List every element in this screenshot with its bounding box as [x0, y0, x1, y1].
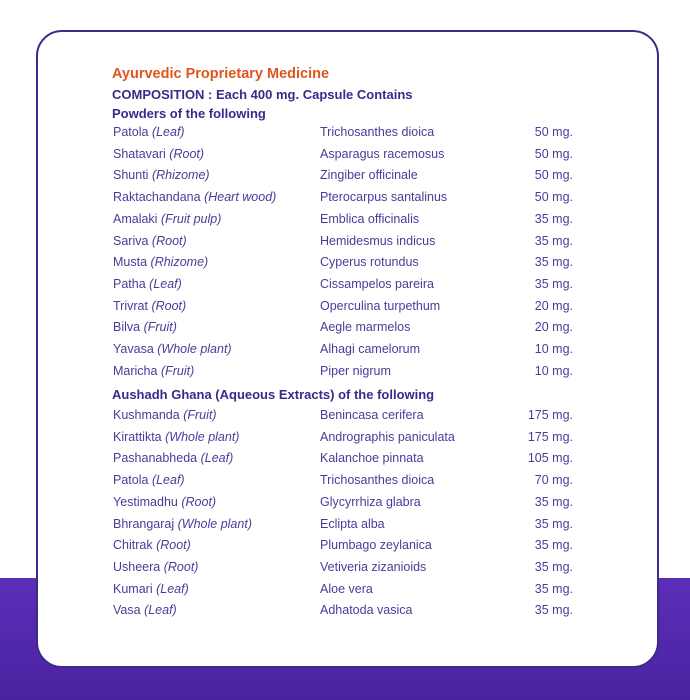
ingredient-name [113, 430, 239, 444]
ingredient-name [113, 147, 204, 161]
ingredient-name [113, 473, 185, 487]
ingredient-part: (Root) [156, 538, 191, 553]
ingredient-name [113, 190, 276, 204]
preservatives-line [117, 628, 452, 642]
ingredient-name [113, 125, 185, 139]
ingredient-name [113, 342, 232, 356]
ingredient-part: (Leaf) [149, 276, 182, 291]
ingredient-name-text: Shatavari [113, 146, 166, 161]
quantity: 35 mg. [534, 255, 573, 270]
ingredient-name [113, 495, 216, 509]
ingredient-name-text: Vasa [113, 603, 141, 618]
quantity: 35 mg. [534, 233, 573, 248]
quantity: 35 mg. [534, 211, 573, 226]
ingredient-name [113, 212, 221, 226]
preservatives-label: Preservatives : [117, 628, 206, 642]
quantity: 175 mg. [527, 408, 573, 422]
botanical-name: Kalanchoe pinnata [320, 451, 424, 466]
ingredient-name [113, 255, 208, 269]
botanical-name: Cissampelos pareira [320, 276, 434, 291]
quantity: 20 mg. [534, 298, 573, 313]
ingredient-name-text: Trivrat [113, 298, 148, 313]
botanical-name: Eclipta alba [320, 516, 385, 531]
ingredient-part: (Root) [163, 559, 199, 574]
ingredient-name [113, 364, 194, 378]
quantity: 10 mg. [534, 363, 573, 378]
ingredient-row [0, 408, 690, 426]
ingredient-name-text: Usheera [113, 559, 161, 574]
ingredient-row [0, 125, 690, 143]
botanical-name: Trichosanthes dioica [320, 473, 435, 488]
ingredient-name-text: Kushmanda [113, 408, 180, 422]
section-2-title: Aushadh Ghana (Aqueous Extracts) of the following [112, 387, 435, 402]
botanical-name: Vetiveria zizanioids [320, 559, 427, 574]
ingredient-name-text: Raktachandana [113, 190, 201, 205]
botanical-name: Andrographis paniculata [320, 429, 455, 444]
ingredient-name [113, 560, 198, 574]
ingredient-part: (Leaf) [200, 451, 234, 466]
quantity: 10 mg. [534, 342, 573, 356]
ingredient-name-text: Kirattikta [113, 429, 162, 444]
ingredient-row [0, 560, 690, 578]
ingredient-name-text: Musta [113, 255, 148, 270]
botanical-name: Emblica officinalis [320, 211, 420, 226]
ingredient-part: (Heart wood) [204, 190, 277, 205]
ingredient-row [0, 495, 690, 513]
botanical-name: Operculina turpethum [320, 298, 441, 313]
ingredient-row [0, 430, 690, 448]
preservatives-text: Methyl Paraben Sodium, Sodium Benzoate. [205, 628, 452, 642]
ingredient-row [0, 364, 690, 382]
ingredient-part: (Leaf) [144, 603, 177, 618]
ingredient-part: (Fruit) [160, 363, 195, 378]
quantity: 35 mg. [534, 276, 573, 291]
ingredient-name [113, 320, 177, 334]
botanical-name: Asparagus racemosus [320, 146, 445, 161]
ingredient-name-text: Patha [113, 276, 146, 291]
ingredient-name [113, 408, 217, 422]
ingredient-part: (Fruit) [143, 320, 177, 335]
quantity: 50 mg. [534, 125, 573, 139]
botanical-name: Benincasa cerifera [320, 408, 424, 422]
ingredient-name [113, 168, 210, 182]
ingredient-name-text: Yavasa [113, 342, 154, 356]
ingredient-row [0, 190, 690, 208]
ingredient-row [0, 147, 690, 165]
quantity: 175 mg. [527, 429, 573, 444]
ingredient-row [0, 168, 690, 186]
ingredient-row [0, 212, 690, 230]
ingredient-name-text: Pashanabheda [113, 451, 198, 466]
ingredient-row [0, 234, 690, 252]
botanical-name: Adhatoda vasica [320, 603, 413, 618]
botanical-name: Alhagi camelorum [320, 342, 421, 356]
ingredient-part: (Root) [169, 146, 205, 161]
botanical-name: Piper nigrum [320, 363, 391, 378]
ingredient-row [0, 603, 690, 621]
ingredient-name-text: Sariva [113, 233, 149, 248]
ingredient-name [113, 451, 233, 465]
ingredient-part: (Whole plant) [157, 342, 232, 356]
ingredient-row [0, 582, 690, 600]
ingredient-row [0, 277, 690, 295]
ingredient-name-text: Bhrangaraj [113, 516, 175, 531]
section-1-title: Powders of the following [112, 106, 266, 121]
botanical-name: Aegle marmelos [320, 320, 411, 335]
ingredient-name-text: Amalaki [113, 211, 158, 226]
quantity: 35 mg. [534, 494, 573, 509]
ingredient-row [0, 320, 690, 338]
botanical-name: Aloe vera [320, 581, 373, 596]
quantity: 50 mg. [534, 146, 573, 161]
composition-heading: COMPOSITION : Each 400 mg. Capsule Contains [112, 87, 413, 102]
ingredient-name [113, 277, 182, 291]
ingredient-row [0, 451, 690, 469]
botanical-name: Trichosanthes dioica [320, 125, 435, 139]
botanical-name: Hemidesmus indicus [320, 233, 436, 248]
ingredient-name-text: Patola [113, 473, 149, 488]
botanical-name: Cyperus rotundus [320, 255, 419, 270]
ingredient-name [113, 517, 252, 531]
ingredient-part: (Fruit pulp) [160, 211, 222, 226]
ingredient-name-text: Yestimadhu [113, 494, 178, 509]
ingredient-name-text: Bilva [113, 320, 141, 335]
ingredient-part: (Whole plant) [165, 429, 240, 444]
medicine-type-heading: Ayurvedic Proprietary Medicine [112, 66, 330, 82]
quantity: 35 mg. [534, 581, 573, 596]
ingredient-name [113, 234, 187, 248]
ingredient-part: (Rhizome) [150, 255, 209, 270]
quantity: 105 mg. [527, 451, 573, 466]
ingredient-part: (Leaf) [151, 473, 185, 488]
ingredient-row [0, 517, 690, 535]
quantity: 20 mg. [534, 320, 573, 335]
ingredient-name-text: Maricha [113, 363, 158, 378]
ingredient-name-text: Patola [113, 125, 149, 139]
ingredient-part: (Root) [181, 494, 217, 509]
quantity: 35 mg. [534, 516, 573, 531]
botanical-name: Zingiber officinale [320, 168, 418, 183]
ingredient-part: (Fruit) [183, 408, 217, 422]
ingredient-part: (Root) [151, 233, 187, 248]
ingredient-part: (Rhizome) [151, 168, 210, 183]
ingredient-row [0, 299, 690, 317]
quantity: 70 mg. [534, 473, 573, 488]
botanical-name: Pterocarpus santalinus [320, 190, 448, 205]
ingredient-row [0, 342, 690, 360]
ingredient-name [113, 582, 189, 596]
ingredient-row [0, 538, 690, 556]
quantity: 50 mg. [534, 168, 573, 183]
ingredient-name [113, 538, 191, 552]
ingredient-part: (Whole plant) [177, 516, 252, 531]
ingredient-part: (Root) [151, 298, 187, 313]
ingredient-name-text: Chitrak [113, 538, 153, 553]
quantity: 35 mg. [534, 603, 573, 618]
ingredient-part: (Leaf) [151, 125, 185, 139]
ingredient-part: (Leaf) [156, 581, 189, 596]
ingredient-row [0, 473, 690, 491]
ingredient-name-text: Kumari [113, 581, 153, 596]
ingredient-name-text: Shunti [113, 168, 149, 183]
ingredient-name [113, 603, 177, 617]
quantity: 35 mg. [534, 538, 573, 553]
botanical-name: Glycyrrhiza glabra [320, 494, 421, 509]
ingredient-name [113, 299, 186, 313]
botanical-name: Plumbago zeylanica [320, 538, 432, 553]
quantity: 50 mg. [534, 190, 573, 205]
quantity: 35 mg. [534, 559, 573, 574]
ingredient-row [0, 255, 690, 273]
